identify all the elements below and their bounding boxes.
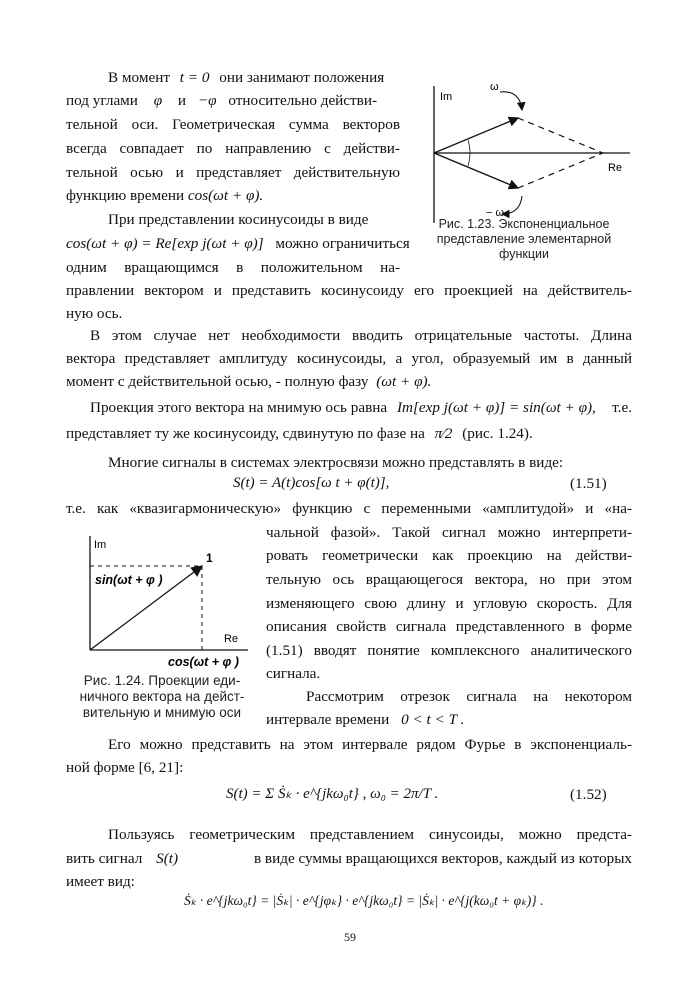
label-minus-omega: − ω [486, 207, 505, 219]
p7-line2: интервале времени 0 < t < T . [266, 711, 465, 728]
label-omega: ω [490, 81, 499, 93]
dashed-top [518, 118, 603, 153]
label-sin: sin(ωt + φ ) [95, 573, 163, 587]
label-re: Re [224, 633, 239, 645]
math-phase: (ωt + φ). [376, 373, 432, 390]
p1-line4: всегда совпадает по направлению с действи- [66, 140, 400, 157]
eq-number-1-51: (1.51) [570, 475, 607, 492]
p2-line1: При представлении косинусоиды в виде [108, 211, 369, 228]
p9-line1: Пользуясь геометрическим представлением синусоиды, можно предста- [108, 826, 632, 843]
figure-1-23 [418, 78, 638, 228]
p8-line2: ной форме [6, 21]: [66, 759, 184, 776]
math-mphi: −φ [197, 92, 217, 109]
math-improj: Im[exp j(ωt + φ)] = sin(ωt + φ), [396, 399, 596, 416]
p1-line1: В момент t = 0 они занимают положения [108, 69, 385, 86]
p9-line2: вить сигнал S(t) в виде суммы вращающихся векторов, каждый из которых [66, 850, 632, 867]
math-pi-half: π⁄2 [434, 425, 453, 442]
p6-line3: ровать геометрически как проекцию на действи- [266, 547, 632, 564]
p1-line2: под углами φ и −φ относительно действи- [66, 92, 378, 109]
p9-line3: имеет вид: [66, 873, 135, 890]
p2-line2: cos(ωt + φ) = Re[exp j(ωt + φ)] можно ограничиться [66, 235, 410, 252]
p3-line1: В этом случае нет необходимости вводить отрицательные частоты. Длина [90, 327, 632, 344]
caption-1-23: Рис. 1.23. Экспоненциальное представление элементарной функции [436, 217, 612, 261]
p2-line5: ную ось. [66, 305, 123, 322]
math-cosre: cos(ωt + φ) = Re[exp j(ωt + φ)] [66, 235, 264, 252]
math-interval: 0 < t < T . [401, 711, 465, 728]
figure-1-24 [76, 528, 251, 673]
math-cosf: cos(ωt + φ). [187, 187, 264, 204]
p6-line8: сигнала. [266, 665, 321, 682]
p6-line7: (1.51) вводят понятие комплексного аналитического [266, 642, 632, 659]
p3-line2: вектора представляет амплитуду косинусоиды, а угол, образуемый им в данный [66, 350, 632, 367]
vector-minus [434, 153, 518, 188]
equation-1-51: S(t) = A(t)cos[ω t + φ(t)], [233, 475, 390, 491]
arc-minus [502, 196, 522, 214]
p1-line6: функцию времени cos(ωt + φ). [66, 187, 264, 204]
page-number: 59 [344, 930, 356, 944]
math-st: S(t) [156, 850, 179, 867]
label-one: 1 [206, 551, 213, 565]
p5: Многие сигналы в системах электросвязи можно представлять в виде: [108, 454, 564, 471]
p6-line1: т.е. как «квазигармоническую» функцию с переменными «амплитудой» и «на- [66, 500, 632, 517]
vector-plus [434, 118, 518, 153]
label-im: Im [94, 539, 107, 551]
p1-line5: тельной осью и представляет действительную [66, 164, 400, 181]
eq-number-1-52: (1.52) [570, 786, 607, 803]
label-im: Im [440, 91, 453, 103]
math-phi: φ [153, 92, 163, 109]
p1-line3: тельной оси. Геометрическая сумма векторов [66, 116, 400, 133]
equation-1-52: S(t) = Σ Ṡₖ · e^{jkω₀t} , ω₀ = 2π/T . [226, 786, 439, 802]
p4-line2: представляет ту же косинусоиду, сдвинутую по фазе на π⁄2 (рис. 1.24). [66, 425, 533, 442]
label-re: Re [608, 162, 623, 174]
p2-line3: одним вращающимся в положительном на- [66, 259, 400, 276]
p6-line4: тельную ось вращающегося вектора, но при этом [266, 571, 632, 588]
dashed-bottom [518, 153, 603, 188]
p7-line1: Рассмотрим отрезок сигнала на некотором [306, 688, 632, 705]
p6-line5: изменяющего свою длину и угловую скорость. Для [266, 595, 632, 612]
caption-1-24: Рис. 1.24. Проекции еди- ничного вектора на дейст- вительную и мнимую оси [79, 673, 245, 720]
math-t0: t = 0 [179, 69, 210, 86]
label-cos: cos(ωt + φ ) [168, 655, 239, 669]
arc-plus [500, 92, 522, 110]
p8-line1: Его можно представить на этом интервале рядом Фурье в экспоненциаль- [108, 736, 632, 753]
p3-line3: момент с действительной осью, - полную фазу (ωt + φ). [66, 373, 432, 390]
p2-line4: правлении вектором и представить косинусоиду его проекцией на действитель- [66, 282, 632, 299]
p6-line6: описания свойств сигнала представленного в форме [266, 618, 632, 635]
p6-line2: чальной фазой». Такой сигнал можно интерпрети- [266, 524, 632, 541]
equation-sk: Ṡₖ · e^{jkω₀t} = |Ṡₖ| · e^{jφₖ} · e^{jkω₀t} = |Ṡₖ| · e^{j(kω₀t + φₖ)} . [184, 893, 544, 908]
p4-line1: Проекция этого вектора на мнимую ось равна Im[exp j(ωt + φ)] = sin(ωt + φ), т.е. [90, 399, 632, 416]
